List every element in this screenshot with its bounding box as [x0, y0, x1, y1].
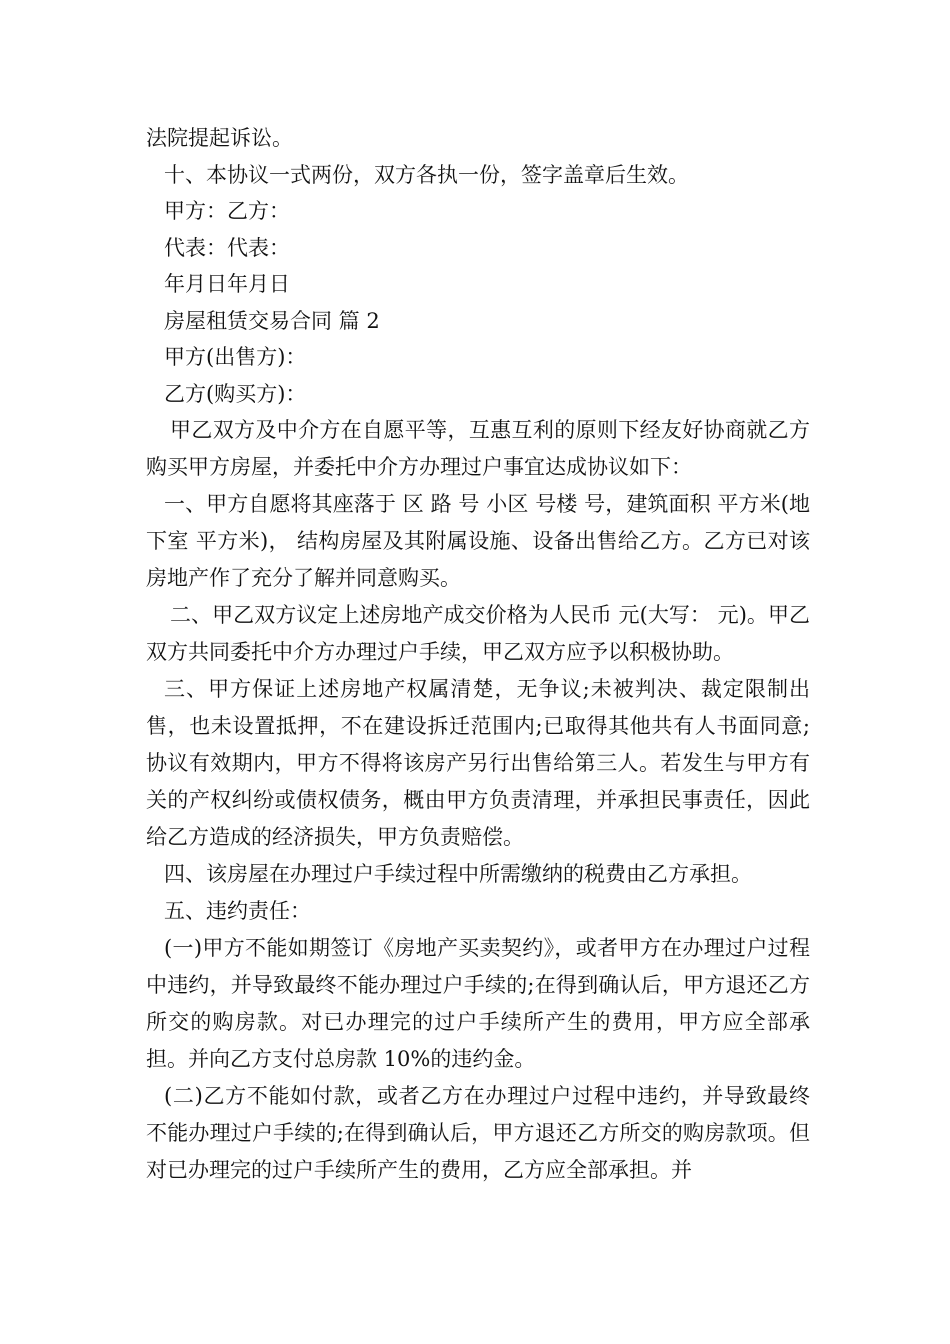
paragraph: 三、甲方保证上述房地产权属清楚，无争议;未被判决、裁定限制出售，也未设置抵押，不在建设拆迁范围内;已取得其他共有人书面同意;协议有效期内，甲方不得将该房产另行出售给第三人。若发生与甲方有关的产权纠纷或债权债务，概由甲方负责清理，并承担民事责任，因此给乙方造成的经济损失，甲方负责赔偿。 — [146, 677, 810, 849]
contract-heading: 房屋租赁交易合同 篇 2 — [164, 308, 380, 333]
document-body — [146, 120, 810, 1189]
paragraph: 五、违约责任： — [164, 899, 311, 923]
paragraph: 一、甲方自愿将其座落于 区 路 号 小区 号楼 号，建筑面积 平方米(地下室 平方米)， 结构房屋及其附属设施、设备出售给乙方。乙方已对该房地产作了充分了解并同意购买。 — [146, 492, 810, 590]
paragraph: 四、该房屋在办理过户手续过程中所需缴纳的税费由乙方承担。 — [164, 862, 752, 886]
text-line: 十、本协议一式两份，双方各执一份，签字盖章后生效。 — [164, 162, 689, 187]
party-a-line: 甲方(出售方)： — [164, 345, 307, 369]
signature-date-line: 年月日年月日 — [164, 272, 290, 296]
paragraph: (一)甲方不能如期签订《房地产买卖契约》，或者甲方在办理过户过程中违约，并导致最终不能办理过户手续的;在得到确认后，甲方退还乙方所交的购房款。对已办理完的过户手续所产生的费用，甲方应全部承担。并向乙方支付总房款 10%的违约金。 — [146, 936, 810, 1071]
paragraph: 甲乙双方及中介方在自愿平等，互惠互利的原则下经友好协商就乙方购买甲方房屋，并委托中介方办理过户事宜达成协议如下： — [146, 418, 810, 479]
paragraph: (二)乙方不能如付款，或者乙方在办理过户过程中违约，并导致最终不能办理过户手续的;在得到确认后，甲方退还乙方所交的购房款项。但对已办理完的过户手续所产生的费用，乙方应全部承担。并 — [146, 1084, 810, 1182]
party-b-line: 乙方(购买方)： — [164, 381, 307, 406]
text-line: 法院提起诉讼。 — [146, 126, 293, 150]
signature-representative-line: 代表：代表： — [164, 235, 290, 260]
paragraph: 二、甲乙双方议定上述房地产成交价格为人民币 元(大写： 元)。甲乙双方共同委托中介方办理过户手续，甲乙双方应予以积极协助。 — [146, 603, 810, 664]
signature-party-line: 甲方：乙方： — [164, 199, 290, 223]
